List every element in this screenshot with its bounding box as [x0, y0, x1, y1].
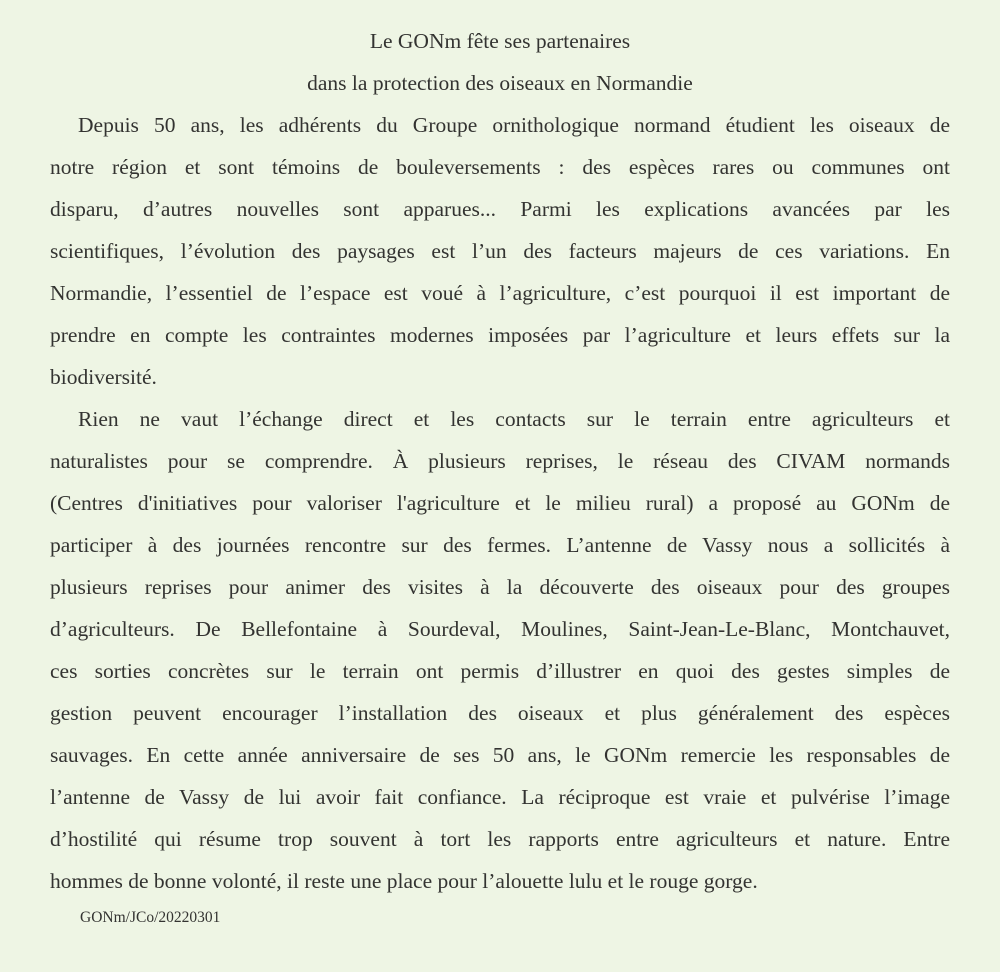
paragraph-line: d’agriculteurs. De Bellefontaine à Sourdeval, Moulines, Saint-Jean-Le-Blanc, Montchauvet, — [50, 617, 950, 641]
paragraph-1 — [50, 104, 950, 398]
paragraph-line: Normandie, l’essentiel de l’espace est voué à l’agriculture, c’est pourquoi il est important de — [50, 281, 950, 305]
paragraph-line: Rien ne vaut l’échange direct et les contacts sur le terrain entre agriculteurs et — [78, 407, 950, 431]
paragraph-line: prendre en compte les contraintes modernes imposées par l’agriculture et leurs effets sur la — [50, 323, 950, 347]
paragraph-line: naturalistes pour se comprendre. À plusieurs reprises, le réseau des CIVAM normands — [50, 449, 950, 473]
document-title-line-2: dans la protection des oiseaux en Normandie — [307, 71, 693, 95]
paragraph-line: sauvages. En cette année anniversaire de ses 50 ans, le GONm remercie les responsables de — [50, 743, 950, 767]
paragraph-line: ces sorties concrètes sur le terrain ont permis d’illustrer en quoi des gestes simples de — [50, 659, 950, 683]
document-title-line-1: Le GONm fête ses partenaires — [369, 29, 631, 53]
document-signature: GONm/JCo/20220301 — [80, 909, 221, 926]
paragraph-line: scientifiques, l’évolution des paysages est l’un des facteurs majeurs de ces variations. En — [50, 239, 950, 263]
paragraph-2 — [50, 398, 950, 902]
paragraph-line: biodiversité. — [50, 365, 157, 389]
paragraph-line: hommes de bonne volonté, il reste une place pour l’alouette lulu et le rouge gorge. — [50, 869, 758, 893]
paragraph-line: gestion peuvent encourager l’installation des oiseaux et plus généralement des espèces — [50, 701, 950, 725]
paragraph-line: Depuis 50 ans, les adhérents du Groupe ornithologique normand étudient les oiseaux de — [78, 113, 950, 137]
paragraph-line: disparu, d’autres nouvelles sont apparues... Parmi les explications avancées par les — [50, 197, 950, 221]
paragraph-line: l’antenne de Vassy de lui avoir fait confiance. La réciproque est vraie et pulvérise l’image — [50, 785, 950, 809]
paragraph-line: notre région et sont témoins de bouleversements : des espèces rares ou communes ont — [50, 155, 950, 179]
paragraph-line: participer à des journées rencontre sur des fermes. L’antenne de Vassy nous a sollicités à — [50, 533, 950, 557]
paragraph-line: (Centres d'initiatives pour valoriser l'agriculture et le milieu rural) a proposé au GONm de — [50, 491, 950, 515]
paragraph-line: plusieurs reprises pour animer des visites à la découverte des oiseaux pour des groupes — [50, 575, 950, 599]
paragraph-line: d’hostilité qui résume trop souvent à tort les rapports entre agriculteurs et nature. Entre — [50, 827, 950, 851]
